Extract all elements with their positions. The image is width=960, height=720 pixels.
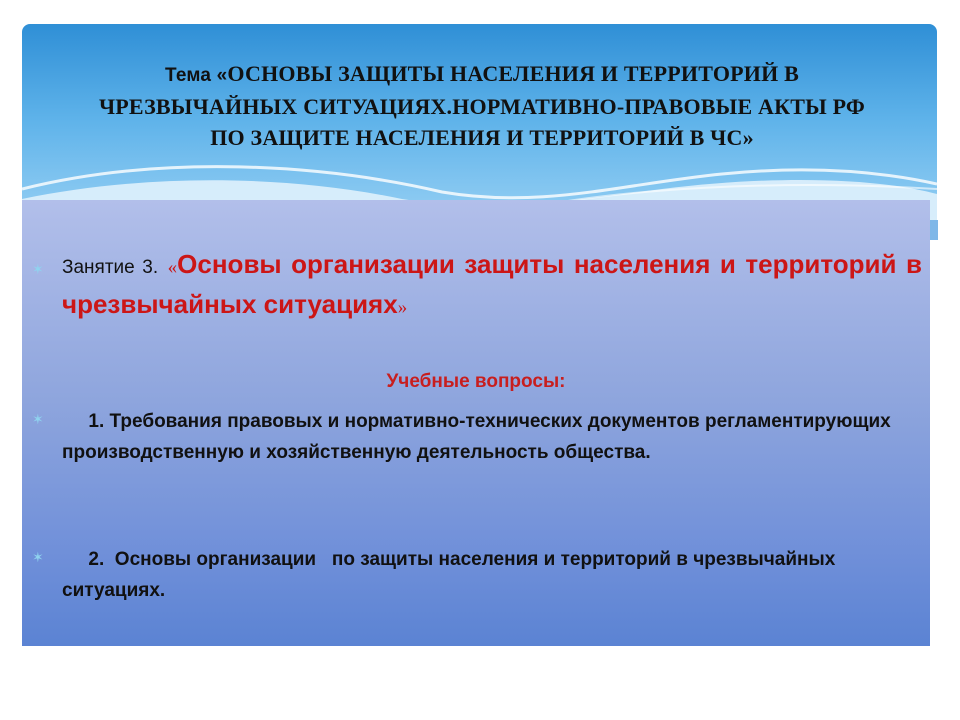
title-text: ОСНОВЫ ЗАЩИТЫ НАСЕЛЕНИЯ И ТЕРРИТОРИЙ В ЧРЕЗВЫЧАЙНЫХ СИТУАЦИЯХ.НОРМАТИВНО-ПРАВОВЫЕ АКТЫ РФ ПО ЗАЩИТЕ НАСЕЛЕНИЯ И ТЕРРИТОРИЙ В ЧС»	[98, 61, 866, 150]
star-bullet-icon: ✶	[32, 412, 44, 428]
title-prefix: Тема «	[165, 65, 228, 86]
lesson-title: Основы организации защиты населения и территорий в чрезвычайных ситуациях	[62, 249, 922, 319]
lesson-heading	[62, 246, 922, 326]
content-panel	[22, 200, 930, 646]
lesson-close-quote: »	[397, 297, 408, 318]
question-1: 1. Требования правовых и нормативно-технических документов регламентирующих производственную и хозяйственную деятельность общества.	[62, 411, 902, 463]
slide-title	[92, 58, 872, 153]
star-bullet-icon: ✶	[32, 262, 44, 278]
subheading: Учебные вопросы:	[386, 371, 566, 392]
lesson-open-quote: «	[167, 257, 178, 278]
panel-edge-accent	[930, 220, 938, 240]
lesson-label: Занятие 3.	[62, 257, 159, 278]
star-bullet-icon: ✶	[32, 550, 44, 566]
question-2: 2. Основы организации по защиты населения и территорий в чрезвычайных ситуациях.	[62, 549, 841, 601]
